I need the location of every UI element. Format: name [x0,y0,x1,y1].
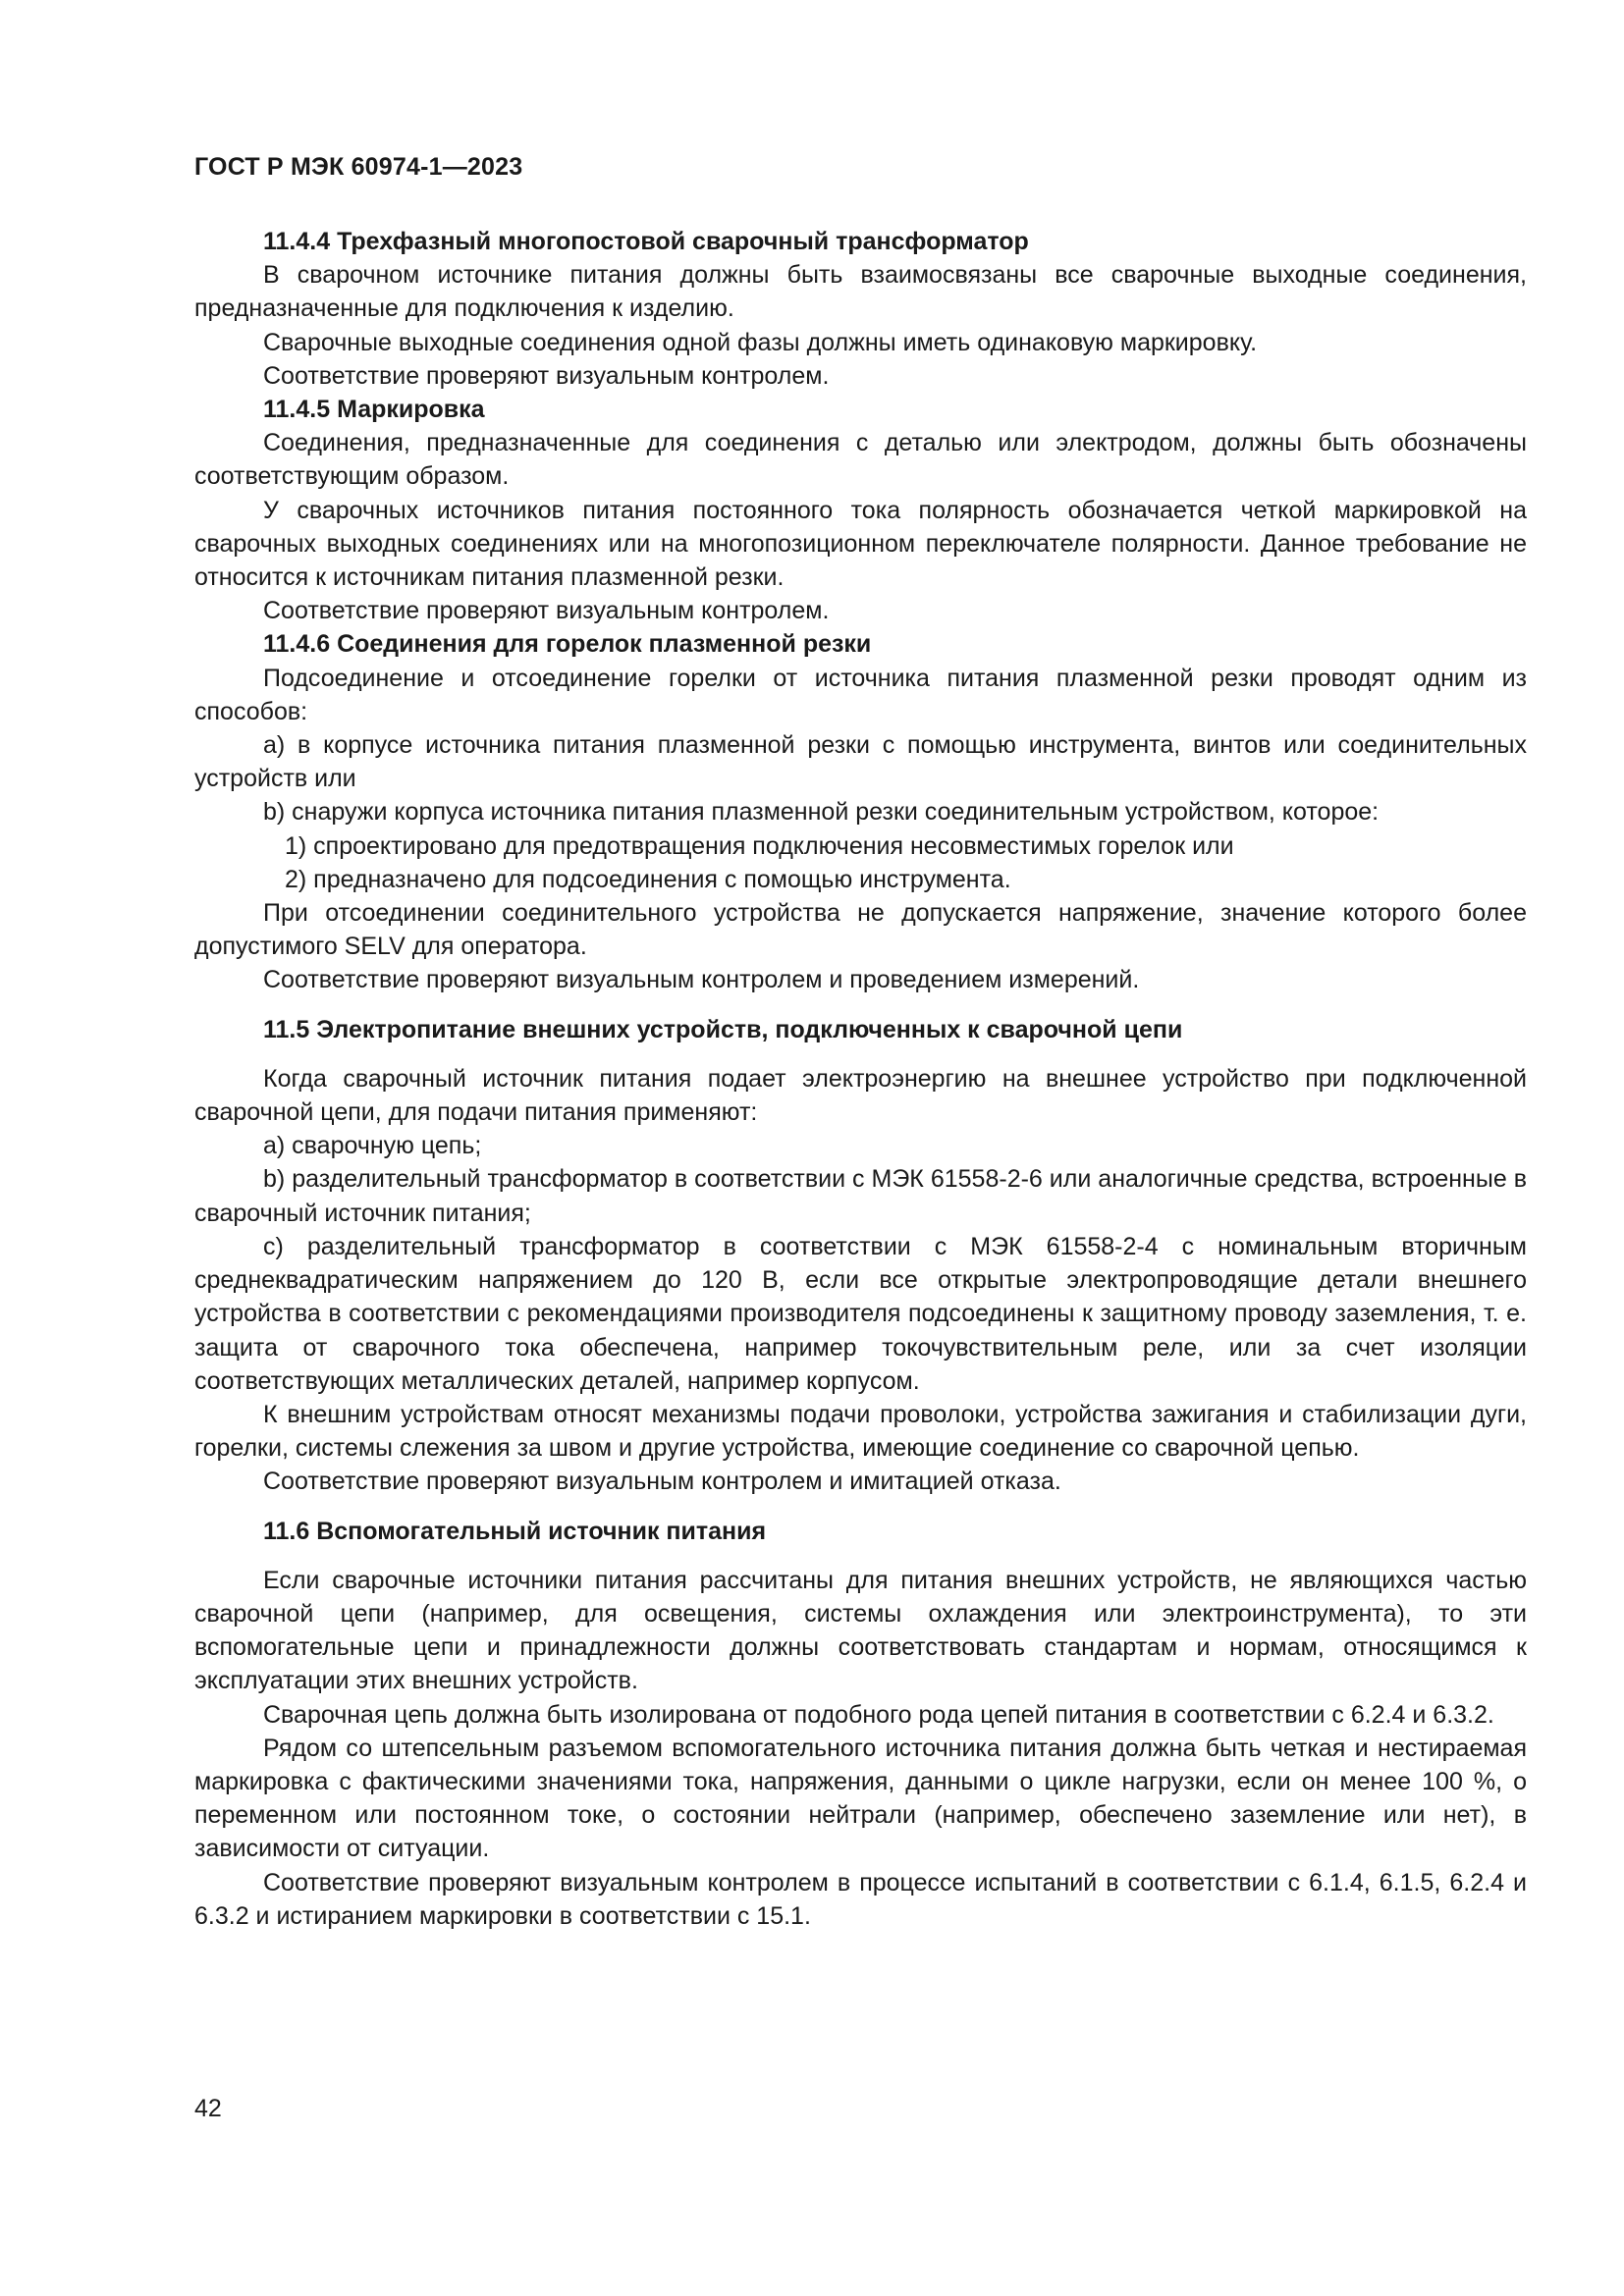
section-11-4-6-paragraph-2: При отсоединении соединительного устройства не допускается напряжение, значение которого более допустимого SELV для оператора. [194,899,1527,961]
section-11-6-compliance: Соответствие проверяют визуальным контролем в процессе испытаний в соответствии с 6.1.4, 6.1.5, 6.2.4 и 6.3.2 и истиранием маркировки в соответствии с 15.1. [194,1868,1527,1930]
section-11-4-4-paragraph-1: В сварочном источнике питания должны быть взаимосвязаны все сварочные выходные соединения, предназначенные для подключения к изделию. [194,261,1527,323]
section-11-4-6-item-a: a) в корпусе источника питания плазменной резки с помощью инструмента, винтов или соединительных устройств или [194,731,1527,793]
section-11-5-item-c: c) разделительный трансформатор в соответствии с МЭК 61558-2-4 с номинальным вторичным среднеквадратическим напряжением до 120 В, если все открытые электропроводящие детали внешнего устройства в соответствии с рекомендациями производителя подсоединены к защитному проводу заземления, т. е. защита от сварочного тока обеспечена, например токочувствительным реле, или за счет изоляции соответствующих металлических деталей, например корпусом. [194,1232,1527,1395]
section-11-6-paragraph-3: Рядом со штепсельным разъемом вспомогательного источника питания должна быть четкая и нестираемая маркировка с фактическими значениями тока, напряжения, данными о цикле нагрузки, если он менее 100 %, о переменном или постоянном токе, о состоянии нейтрали (например, обеспечено заземление или нет), в зависимости от ситуации. [194,1734,1527,1863]
section-11-4-5-paragraph-2: У сварочных источников питания постоянного тока полярность обозначается четкой маркировкой на сварочных выходных соединениях или на многопозиционном переключателе полярности. Данное требование не относится к источникам питания плазменной резки. [194,496,1527,592]
section-11-6-paragraph-1: Если сварочные источники питания рассчитаны для питания внешних устройств, не являющихся частью сварочной цепи (например, для освещения, системы охлаждения или электроинструмента), то эти вспомогательные цепи и принадлежности должны соответствовать стандартам и нормам, относящимся к эксплуатации этих внешних устройств. [194,1566,1527,1695]
section-11-4-6-compliance: Соответствие проверяют визуальным контролем и проведением измерений. [263,966,1140,994]
standard-header: ГОСТ Р МЭК 60974-1—2023 [194,153,523,181]
section-11-5-item-a: a) сварочную цепь; [263,1132,482,1160]
section-11-6-paragraph-2: Сварочная цепь должна быть изолирована от подобного рода цепей питания в соответствии с 6.2.4 и 6.3.2. [263,1700,1494,1729]
section-11-4-4-paragraph-2: Сварочные выходные соединения одной фазы должны иметь одинаковую маркировку. [263,328,1258,356]
section-11-4-5-compliance: Соответствие проверяют визуальным контролем. [263,597,830,625]
section-11-6-heading: 11.6 Вспомогательный источник питания [263,1517,767,1545]
section-11-4-6-item-b: b) снаружи корпуса источника питания плазменной резки соединительным устройством, которое: [263,798,1380,827]
section-11-5-heading: 11.5 Электропитание внешних устройств, подключенных к сварочной цепи [263,1015,1183,1043]
section-11-4-5-heading: 11.4.5 Маркировка [263,396,485,424]
section-11-4-6-paragraph-1: Подсоединение и отсоединение горелки от источника питания плазменной резки проводят одним из способов: [194,664,1527,725]
section-11-5-compliance: Соответствие проверяют визуальным контролем и имитацией отказа. [263,1468,1061,1496]
page-number: 42 [194,2095,222,2122]
section-11-4-6-item-b1: 1) спроектировано для предотвращения подключения несовместимых горелок или [285,831,1234,860]
section-11-5-item-b: b) разделительный трансформатор в соответствии с МЭК 61558-2-6 или аналогичные средства, встроенные в сварочный источник питания; [194,1165,1527,1227]
section-11-5-paragraph-1: Когда сварочный источник питания подает электроэнергию на внешнее устройство при подключенной сварочной цепи, для подачи питания применяют: [194,1064,1527,1127]
section-11-4-4-compliance: Соответствие проверяют визуальным контролем. [263,361,830,390]
section-11-4-4-heading: 11.4.4 Трехфазный многопостовой сварочный трансформатор [263,228,1029,255]
section-11-4-5-paragraph-1: Соединения, предназначенные для соединения с деталью или электродом, должны быть обозначены соответствующим образом. [194,429,1527,491]
document-body [194,225,1527,1933]
section-11-4-6-heading: 11.4.6 Соединения для горелок плазменной резки [263,630,872,659]
section-11-5-paragraph-2: К внешним устройствам относят механизмы подачи проволоки, устройства зажигания и стабилизации дуги, горелки, системы слежения за швом и другие устройства, имеющие соединение со сварочной цепью. [194,1400,1527,1463]
section-11-4-6-item-b2: 2) предназначено для подсоединения с помощью инструмента. [285,865,1011,893]
